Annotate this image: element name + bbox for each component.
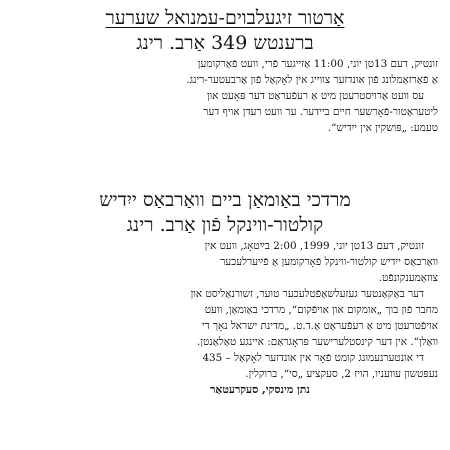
article-2-title-line-1: מרדכי באַומאַן ביים וואַרבאַס ייִדיש: [99, 189, 351, 211]
article-2-paragraph-1: [12, 238, 438, 286]
article-2-p1-line: וואַרבאַס ייִדיש קולטור-ווינקל פֿאָרקומען אַ פֿײַערלעכער: [220, 256, 438, 268]
article-2-title-line-2: קולטור-ווינקל פֿון אַרב. רינג: [126, 214, 324, 236]
article-2-p3-line: נעפּטשון עוועניו, הויז 2, סעקציע „סי“, ברוקלין.: [245, 368, 438, 380]
article-1-title-line-2: ברענטש 349 אַרב. רינג: [136, 32, 314, 54]
article-1-p2-line: עס וועט אַרויסטרעטן מיט אַ רעפֿעראַט דער פּאָעט און: [206, 90, 424, 102]
article-arthur-zygelboim-branch: [12, 6, 438, 166]
article-2-p2-line: אויפֿטרעטן מיט אַ רעפֿעראַט אַ.ד.ט. „מדינת ישראל נאָך די: [201, 320, 438, 332]
article-2-p3-line: די אונטערנעמונג קומט פֿאָר אין אונדזער לאָקאַל – 435: [202, 352, 424, 364]
article-2-p2-line: וואַלן“. אין דער קינסטלערישער פּראָגראַם: איינגע טאַלאַנטן.: [197, 336, 438, 348]
article-mordechai-bauman-warbasse: [12, 166, 438, 398]
article-2-p1-line: צוזאַמענקונפֿט.: [378, 272, 438, 284]
article-2-p2-line: דער באַקאַנטער געזעלשאַפֿטלעכער טוער, זשורנאַליסט און: [190, 288, 424, 300]
article-2-signature: נתן מינסקי, סעקרעטאַר: [210, 383, 310, 396]
article-1-p1-line: זונטיק, דעם 13טן יוני, 11:00 אַזייגער פֿרי, וועט פֿאַרקומען: [197, 58, 438, 70]
article-2-paragraph-2: [12, 286, 438, 350]
article-2-p2-line: מחבר פֿון בוך „אומקום און אויפֿקום“, מרדכי באַומאַן, וועט: [204, 304, 438, 316]
article-1-paragraph-2: [12, 88, 438, 136]
article-1-p1-line: אַ פֿאַרזאַמלונג פֿון אונדזער צווייג אין לאָקאַל פֿון אַרבעטער-רינג.: [186, 74, 438, 86]
article-2-paragraph-3: [12, 350, 438, 382]
article-1-p2-line: טעמע: „פּושקין אין ייִדיש“.: [327, 122, 438, 134]
article-1-paragraph-1: [12, 56, 438, 88]
article-1-p2-line: ליטעראַטור-פֿאָרשער חיים ביידער. ער וועט רעדן אויף דער: [203, 106, 438, 118]
article-1-title-line-1: אַרטור זיגעלבוים-עמנואל שערער: [105, 7, 345, 29]
article-2-p1-line: זונטיק, דעם 13טן יוני, 1999, 2:00 בײַטאָג, וועט אין: [204, 240, 424, 252]
